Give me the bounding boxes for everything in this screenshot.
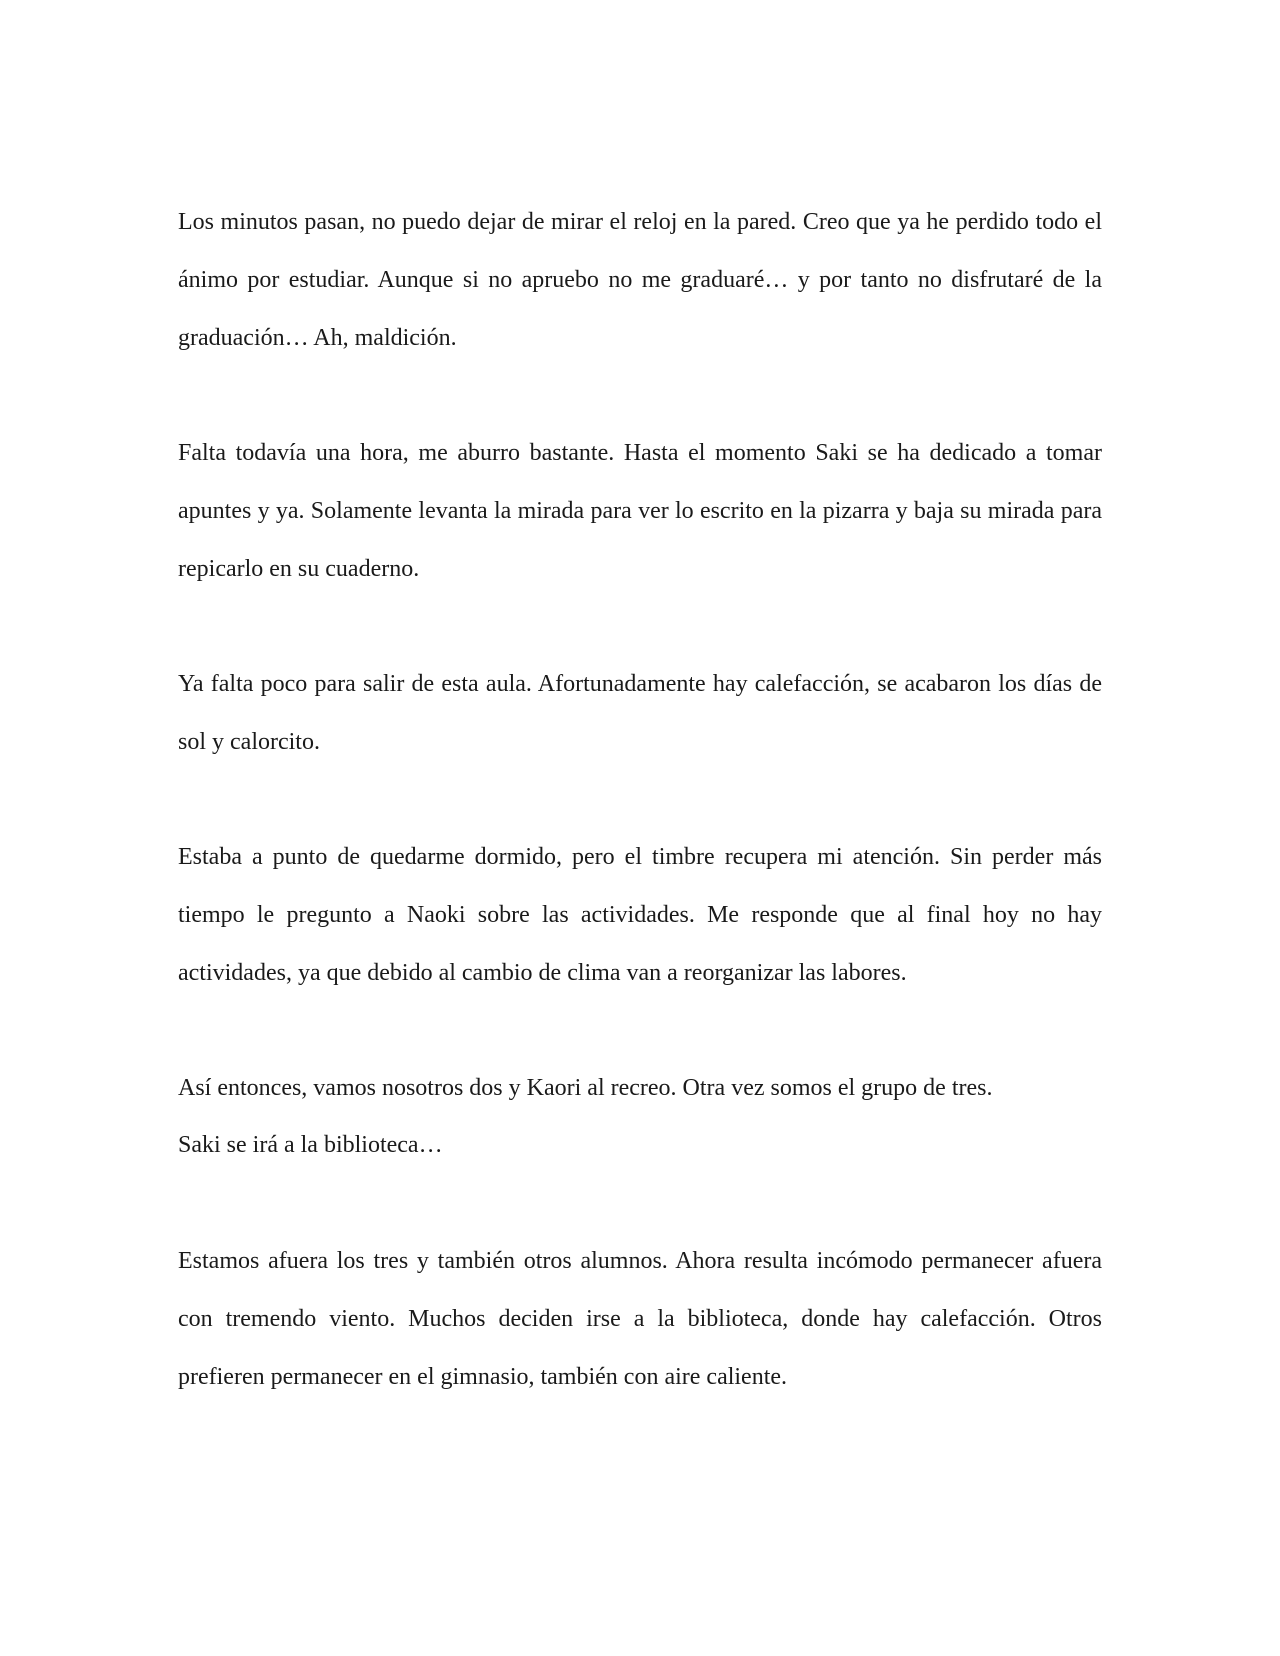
paragraph-bell: Estaba a punto de quedarme dormido, pero el timbre recupera mi atención. Sin perder más tiempo le pregunto a Naoki sobre las actividades. Me responde que al final hoy no hay actividades, ya que debido al cambio de clima van a reorganizar las labores. [178,844,1102,986]
paragraph-outside: Estamos afuera los tres y también otros alumnos. Ahora resulta incómodo permanecer afuera con tremendo viento. Muchos deciden irse a la biblioteca, donde hay calefacción. Otros prefieren permanecer en el gimnasio, también con aire caliente. [178,1248,1102,1390]
paragraph-recess-line-1: Así entonces, vamos nosotros dos y Kaori al recreo. Otra vez somos el grupo de tres. [178,1075,993,1101]
paragraph-clock: Los minutos pasan, no puedo dejar de mirar el reloj en la pared. Creo que ya he perdido todo el ánimo por estudiar. Aunque si no apruebo no me graduaré… y por tanto no disfrutaré de la graduación… Ah, maldición. [178,209,1102,351]
paragraph-heating: Ya falta poco para salir de esta aula. Afortunadamente hay calefacción, se acabaron los días de sol y calorcito. [178,671,1102,755]
paragraph-saki-notes: Falta todavía una hora, me aburro bastante. Hasta el momento Saki se ha dedicado a tomar apuntes y ya. Solamente levanta la mirada para ver lo escrito en la pizarra y baja su mirada para repicarlo en su cuaderno. [178,440,1102,582]
paragraph-recess-line-2: Saki se irá a la biblioteca… [178,1132,443,1158]
